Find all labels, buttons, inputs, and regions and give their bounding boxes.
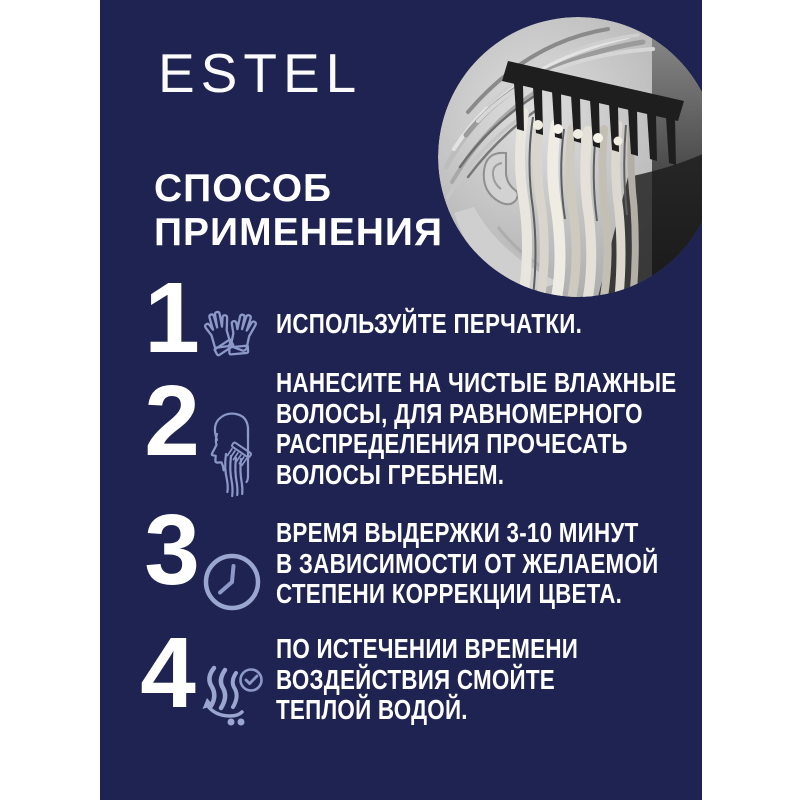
step-4-line: ТЕПЛОЙ ВОДОЙ. <box>276 694 468 725</box>
rinse-icon <box>200 664 268 728</box>
step-2-line: ВОЛОСЫ ГРЕБНЕМ. <box>276 458 505 490</box>
panel-background <box>100 0 702 800</box>
hair-combing-photo <box>438 17 702 297</box>
gloves-icon <box>200 306 258 366</box>
step-3-line: ВРЕМЯ ВЫДЕРЖКИ 3-10 МИНУТ <box>276 517 639 548</box>
hair-combing-photo-art <box>438 17 702 297</box>
clock-icon <box>201 551 263 613</box>
step-3-number: 3 <box>144 494 200 606</box>
step-4-number: 4 <box>140 617 196 729</box>
page-title-line1: СПОСОБ <box>154 167 333 210</box>
step-2-line: НАНЕСИТЕ НА ЧИСТЫЕ ВЛАЖНЫЕ <box>276 367 677 398</box>
step-3-line: В ЗАВИСИМОСТИ ОТ ЖЕЛАЕМОЙ <box>276 547 659 579</box>
step-2-number: 2 <box>144 365 200 477</box>
page-title-line2: ПРИМЕНЕНИЯ <box>154 211 443 254</box>
step-1-text <box>276 309 582 340</box>
step-4-line: ВОЗДЕЙСТВИЯ СМОЙТЕ <box>276 663 555 695</box>
step-1-line: ИСПОЛЬЗУЙТЕ ПЕРЧАТКИ. <box>276 308 583 339</box>
step-2-line: ВОЛОСЫ, ДЛЯ РАВНОМЕРНОГО <box>276 397 643 429</box>
brand-logo: ESTEL <box>158 42 363 104</box>
step-3-text <box>276 518 658 610</box>
step-3-line: СТЕПЕНИ КОРРЕКЦИИ ЦВЕТА. <box>276 578 623 609</box>
step-1-number: 1 <box>144 262 200 374</box>
step-4-text <box>276 634 578 726</box>
step-2-text <box>276 368 676 490</box>
step-4-line: ПО ИСТЕЧЕНИИ ВРЕМЕНИ <box>276 633 579 664</box>
comb-hair-icon <box>204 410 254 498</box>
page-title <box>154 167 443 255</box>
step-2-line: РАСПРЕДЕЛЕНИЯ ПРОЧЕСАТЬ <box>276 428 628 459</box>
